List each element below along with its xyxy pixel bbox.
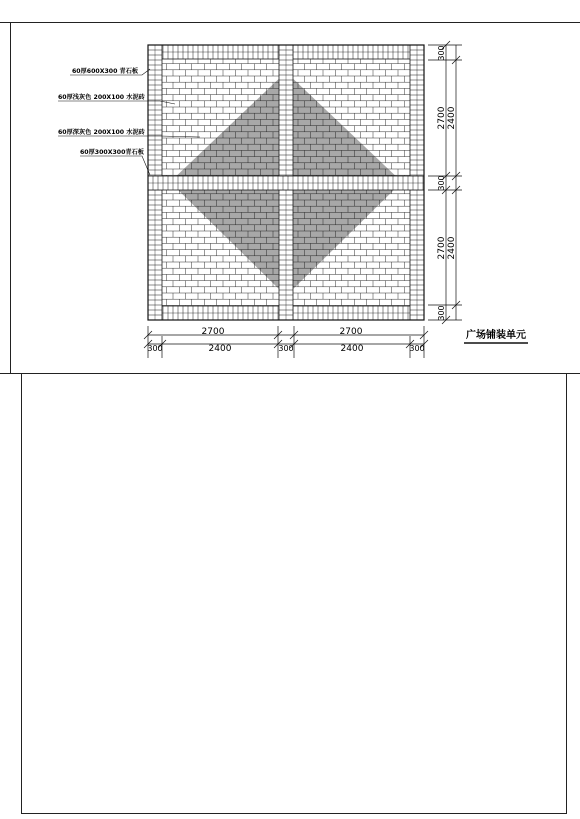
label-blue-stone-600x300: 60厚600X300 青石板 <box>72 68 139 75</box>
border-stone-bands <box>148 45 424 320</box>
label-blue-stone-300x300: 60厚300X300青石板 <box>80 149 144 156</box>
dim-bottom-2400-b: 2400 <box>340 344 364 354</box>
dim-right-2400-bottom: 2400 <box>447 236 457 260</box>
dim-right-300-top: 300 <box>437 45 446 61</box>
dim-bottom-upper-right: 2700 <box>339 327 363 337</box>
dim-right-300-bottom: 300 <box>437 305 446 321</box>
dim-bottom-upper-left: 2700 <box>201 327 225 337</box>
label-leaders <box>58 69 200 175</box>
dim-bottom-300-c: 300 <box>409 344 425 353</box>
dim-right-2700-bottom: 2700 <box>437 236 447 260</box>
label-light-grey-brick: 60厚浅灰色 200X100 水泥砖 <box>58 94 145 101</box>
dim-bottom-2400-a: 2400 <box>208 344 232 354</box>
dim-right-2400-top: 2400 <box>447 106 457 130</box>
bottom-dimension-lines <box>144 326 428 358</box>
dim-bottom-300-a: 300 <box>147 344 163 353</box>
dim-bottom-300-b: 300 <box>278 344 294 353</box>
drawing-title: 广场铺装单元 <box>466 330 526 341</box>
dim-right-300-mid: 300 <box>437 175 446 191</box>
dim-right-2700-top: 2700 <box>437 106 447 130</box>
label-dark-grey-brick: 60厚深灰色 200X100 水泥砖 <box>58 129 145 136</box>
